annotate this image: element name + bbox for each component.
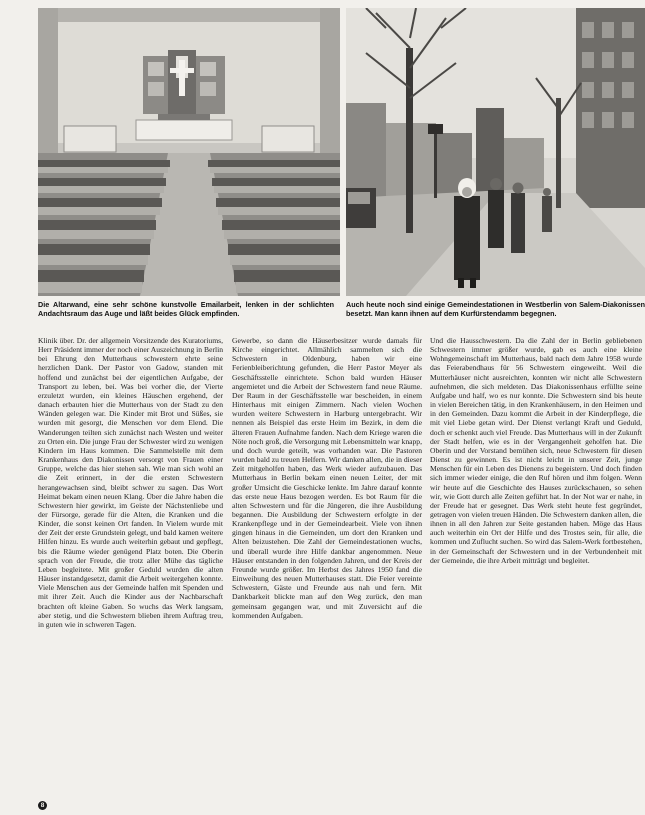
page-marker-badge: 8 — [38, 801, 47, 810]
street-scene-photo — [346, 8, 645, 296]
chapel-interior-photo — [38, 8, 340, 296]
photo-caption-left: Die Altarwand, eine sehr schöne kunstvolle Emailarbeit, lenken in der schlichten Andachtsraum das Auge und läßt beides Glück empfinden. — [38, 300, 334, 318]
column-3-text: Und die Hausschwestern. Da die Zahl der in Berlin gebliebenen Schwestern immer größer wurde, gab es auch eine kleine Wohngemeinschaft im Mutterhaus, bald nach dem Jahre 1958 wurde das Feierabendhaus für 56 Schwestern eingeweiht. Weil die Mutterhäuser nicht ausreichten, konnten wir nicht alle Schwestern aufnehmen, die sich meldeten. Das Diakonissenhaus erfüllte seine Aufgabe und half, wo es nur konnte. Die Schwestern sind bis heute in vielen Bereichen tätig, in den Krankenhäusern, in den Heimen und in den Gemeinden. Dazu kommt die Arbeit in der Kinderpflege, die mit viel Liebe getan wird. Der Dienst verlangt Kraft und Geduld, doch er schenkt auch viel Freude. Das Mutterhaus will in der Zukunft der Stadt helfen, wie es in der Vergangenheit geholfen hat. Die Oberin und der Vorstand bemühen sich, neue Schwestern für diesen Dienst zu gewinnen. Es ist nicht leicht in unserer Zeit, junge Menschen für ein Leben des Dienens zu begeistern. Und doch finden sich immer wieder einige, die den Ruf hören und ihm folgen. Wenn wir heute auf die Geschichte des Hauses zurückschauen, so sehen wir, wie Gott durch alle Zeiten geführt hat. In der Not war er nahe, in der Freude hat er gesegnet. Das Werk steht heute fest gegründet, getragen von vielen treuen Händen. Die Schwestern danken allen, die ihnen in all den Jahren zur Seite gestanden haben. Möge das Haus auch weiterhin ein Ort der Hilfe und des Trostes sein, für alle, die kommen und Zuflucht suchen. So wird das Salem-Werk fortbestehen, in der Gemeinschaft der Schwestern und in der Verbundenheit mit der Gemeinde, die ihre Arbeit mitträgt und begleitet. — [430, 336, 642, 565]
page-marker-wrap — [38, 797, 50, 815]
text-column-3 — [430, 336, 642, 806]
text-column-1 — [38, 336, 223, 806]
photo-caption-right: Auch heute noch sind einige Gemeindestationen in Westberlin von Salem-Diakonissen besetzt. Man kann ihnen auf dem Kurfürstendamm begegnen. — [346, 300, 645, 318]
column-2-text: Gewerbe, so dann die Häuserbesitzer wurde damals für Kirche eingerichtet. Allmählich sammelten sich die Schwestern in Oldenburg, haben wir eine Ferienbleiberichtung gefunden, die Herr Pastor Meyer als Geschäftsstelle einrichtete. Schon bald wurden Häuser angemietet und die Arbeit der Schwestern fand neue Räume. Der Raum in der Geschäftsstelle war bescheiden, in einem Hinterhaus mit einigen Zimmern. Nach vielen Wochen wurden weitere Schwestern in Harburg untergebracht. Wir nennen als Beispiel das erste Heim im Bezirk, in dem die älteren Frauen Aufnahme fanden. Nach dem Kriege waren die Nöte noch groß, die Versorgung mit Lebensmitteln war knapp, und doch wurde geteilt, was vorhanden war. Die Pastoren wurden bald zu treuen Helfern. Wir danken allen, die in dieser Zeit mitgeholfen haben, das Werk wieder aufzubauen. Das Mutterhaus in Berlin bekam einen neuen Leiter, der mit großer Umsicht die Geschicke lenkte. Im Jahre darauf konnte das erste neue Haus bezogen werden. Es bot Raum für die alten Schwestern und für die Jüngeren, die ihre Ausbildung begannen. Die Ausbildung der Schwestern erfolgte in der Krankenpflege und in der Gemeindearbeit. Viele von ihnen gingen hinaus in die Gemeinden, um dort den Kranken und Alten beizustehen. Die Zahl der Gemeindestationen wuchs, und überall wurde ihre Hilfe dankbar angenommen. Neue Häuser entstanden in den folgenden Jahren, und der Kreis der Freunde wurde größer. Im Herbst des Jahres 1950 fand die Einweihung des neuen Mutterhauses statt. Die Feier vereinte Schwestern, Gäste und Freunde aus nah und fern. Mit Dankbarkeit blickte man auf den Weg zurück, den man gemeinsam gegangen war, und mit Zuversicht auf die kommenden Aufgaben. — [232, 336, 422, 620]
text-column-2 — [232, 336, 422, 806]
column-1-text: Klinik über. Dr. der allgemein Vorsitzende des Kuratoriums, Herr Präsident immer der noch einer Auszeichnung in Berlin bei Ehrung den Mutterhaus schwestern ehrte seine herzlichen Dank. Der Pastor von Gadow, standen mit hoffend und zunächst bei der eigentlichen Aufgabe, der Transport zu leben, bei. Was bei vorher die, der Vierte erzuletzt wurden, ein kleines Häuschen ergehend, der danach erbauten hier die Mutterhaus von der Stadt zu den Wänden gelegen war. Die Kinder mit Brot und Süßes, sie wurden mit gesorgt, die Menschen vor dem Elend. Die Wanderungen teilten sich zunächst nach Westen und weiter zu Orten ein. Die junge Frau der Schwester wird zu wenigen Kindern im Haus kommen. Die Sammelstelle mit dem Krankenhaus den Diakonissen versorgt von Frauen einer Gruppe, welche das hier stehen sah. Wie man sich wohl an die Zeit erinnert, in der die ersten Schwestern herangewachsen sind, bleibt schwer zu sagen. Das Wort Heimat bekam einen neuen Klang. Über die Jahre haben die Schwestern hier gewirkt, im Geiste der Nächstenliebe und der Fürsorge, gerade für die Alten, die Kranken und die Kinder, die sonst keinen Ort fanden. In Vielem wurde mit der Zeit der erste Grundstein gelegt, und bald kamen weitere Hilfen hinzu. Es wurde auch weiterhin gebaut und gepflegt, bis die Räume wieder genügend Platz boten. Die Oberin sprach von der Freude, die trotz aller Mühe das tägliche Leben begleitete. Mit großer Geduld wurden die alten Häuser instandgesetzt, damit die Arbeit weitergehen konnte. Viele Menschen aus der Gemeinde halfen mit Spenden und mit ihrer Zeit. Auch die Kinder aus der Nachbarschaft brachten oft kleine Gaben. So wuchs das Werk langsam, aber stetig, und die Schwestern blieben ihrem Auftrag treu, in guten wie in schweren Tagen. — [38, 336, 223, 629]
